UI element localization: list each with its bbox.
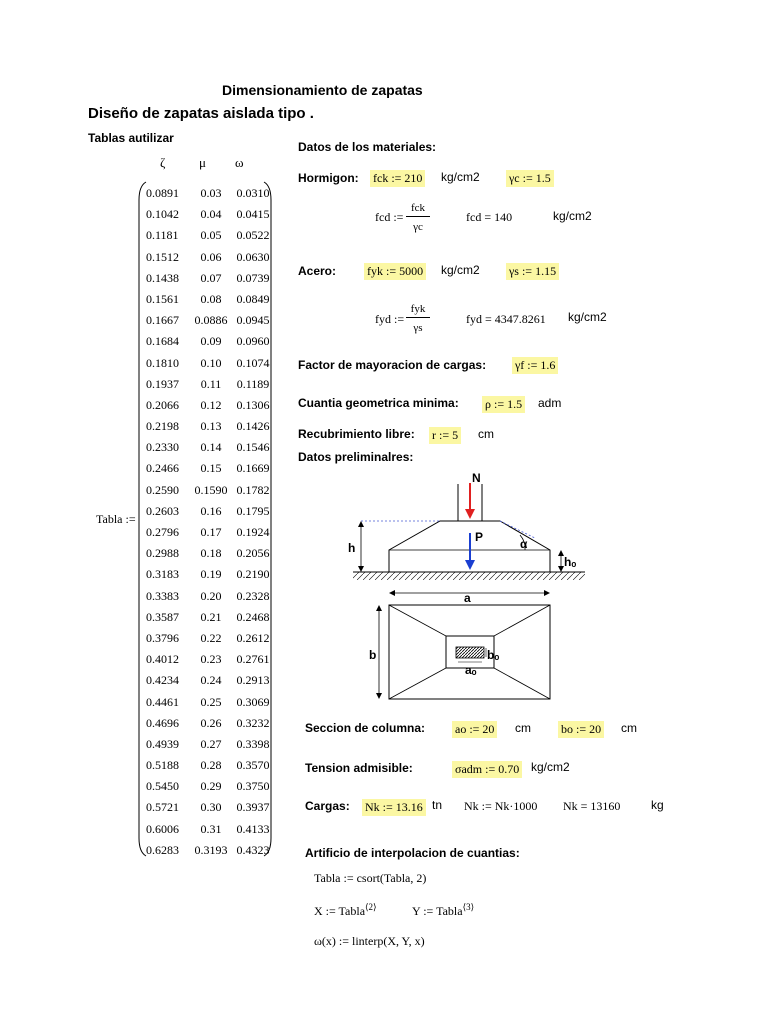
table-row — [146, 353, 274, 374]
fcd-denominator: γc — [413, 221, 423, 233]
rho-input[interactable]: ρ := 1.5 — [482, 396, 525, 413]
table-row — [146, 458, 274, 479]
r-unit: cm — [478, 427, 494, 441]
table-cell: 0.2913 — [236, 673, 270, 688]
table-cell: 0.0960 — [236, 334, 270, 349]
table-row — [146, 776, 274, 797]
table-cell: 0.14 — [200, 440, 222, 455]
header-mu: μ — [199, 155, 206, 170]
table-row — [146, 522, 274, 543]
nk-conversion: Nk := Nk·1000 — [464, 799, 538, 813]
matrix-table — [146, 183, 274, 861]
label-ho: hₒ — [564, 555, 577, 569]
gamma-f-input[interactable]: γf := 1.6 — [512, 357, 558, 374]
table-cell: 0.1426 — [236, 419, 270, 434]
table-cell: 0.2796 — [146, 525, 179, 539]
label-b: b — [369, 648, 377, 662]
table-cell: 0.10 — [200, 355, 222, 370]
table-row — [146, 416, 274, 437]
ground-hatch — [353, 572, 585, 580]
table-assign-label: Tabla := — [96, 512, 136, 526]
table-row — [146, 501, 274, 522]
table-cell: 0.3232 — [236, 715, 270, 730]
preliminares-label: Datos preliminalres: — [298, 450, 414, 464]
sigma-adm-unit: kg/cm2 — [531, 760, 570, 774]
table-row — [146, 586, 274, 607]
table-cell: 0.1795 — [236, 503, 270, 518]
table-cell: 0.3750 — [236, 779, 270, 794]
table-cell: 0.3796 — [146, 630, 179, 645]
table-row — [146, 840, 274, 861]
table-cell: 0.06 — [200, 249, 222, 264]
table-row — [146, 331, 274, 352]
fyd-unit: kg/cm2 — [568, 310, 607, 324]
nk-result-unit: kg — [651, 798, 664, 812]
table-cell: 0.1189 — [236, 376, 270, 391]
bo-unit: cm — [621, 721, 637, 735]
fyk-input[interactable]: fyk := 5000 — [364, 263, 426, 280]
table-cell: 0.08 — [200, 291, 222, 306]
table-cell: 0.1546 — [236, 440, 270, 455]
table-cell: 0.3183 — [146, 567, 179, 582]
table-row — [146, 564, 274, 585]
fyk-unit: kg/cm2 — [441, 263, 480, 277]
label-bo: bₒ — [487, 648, 500, 662]
table-cell: 0.2328 — [236, 588, 270, 603]
table-row — [146, 734, 274, 755]
table-cell: 0.20 — [200, 588, 222, 603]
table-cell: 0.1561 — [146, 291, 179, 306]
table-cell: 0.1810 — [146, 355, 179, 370]
label-a: a — [464, 591, 471, 605]
table-cell: 0.1306 — [236, 397, 270, 412]
table-cell: 0.0739 — [236, 270, 270, 285]
fcd-unit: kg/cm2 — [553, 209, 592, 223]
table-cell: 0.24 — [200, 673, 222, 688]
y-assign-sup: ⟨3⟩ — [462, 902, 475, 912]
table-cell: 0.6006 — [146, 821, 179, 836]
table-cell: 0.4939 — [146, 736, 179, 751]
nk-unit: tn — [432, 798, 443, 812]
table-row — [146, 310, 274, 331]
table-row — [146, 670, 274, 691]
table-cell: 0.2198 — [146, 419, 179, 434]
label-h: h — [348, 541, 356, 555]
table-cell: 0.1669 — [236, 461, 270, 476]
y-assign-text: Y := Tabla — [412, 904, 463, 918]
r-input[interactable]: r := 5 — [429, 427, 461, 444]
table-cell: 0.31 — [200, 821, 222, 836]
gamma-s-input[interactable]: γs := 1.15 — [506, 263, 559, 280]
table-row — [146, 437, 274, 458]
table-cell: 0.4323 — [236, 842, 270, 857]
table-cell: 0.19 — [200, 567, 222, 582]
fcd-lhs: fcd := — [375, 210, 404, 224]
table-cell: 0.4133 — [236, 821, 270, 836]
table-cell: 0.3398 — [236, 736, 270, 751]
table-row — [146, 692, 274, 713]
table-row — [146, 713, 274, 734]
acero-label: Acero: — [298, 264, 337, 278]
fcd-numerator: fck — [406, 202, 430, 217]
table-row — [146, 225, 274, 246]
table-row — [146, 755, 274, 776]
cargas-label: Cargas: — [305, 799, 350, 813]
table-row — [146, 289, 274, 310]
materials-heading: Datos de los materiales: — [298, 140, 437, 154]
header-zeta: ζ — [160, 155, 166, 170]
table-row — [146, 628, 274, 649]
table-cell: 0.1590 — [194, 482, 228, 497]
table-cell: 0.0886 — [194, 313, 228, 328]
table-cell: 0.1074 — [236, 355, 270, 370]
table-cell: 0.25 — [200, 694, 222, 709]
table-cell: 0.0630 — [236, 249, 270, 264]
table-cell: 0.27 — [200, 736, 222, 751]
table-cell: 0.0849 — [236, 291, 270, 306]
table-row — [146, 204, 274, 225]
sigma-adm-input[interactable]: σadm := 0.70 — [452, 761, 522, 778]
rho-unit: adm — [538, 396, 562, 410]
table-cell: 0.11 — [200, 376, 222, 391]
table-cell: 0.1937 — [146, 376, 179, 391]
table-row — [146, 607, 274, 628]
table-cell: 0.09 — [200, 334, 222, 349]
table-row — [146, 543, 274, 564]
table-cell: 0.2066 — [146, 397, 179, 412]
table-cell: 0.12 — [200, 397, 222, 412]
table-cell: 0.23 — [200, 652, 222, 667]
table-cell: 0.1438 — [146, 270, 179, 285]
ao-input[interactable]: ao := 20 — [452, 721, 497, 738]
table-cell: 0.0945 — [236, 313, 270, 328]
table-row — [146, 395, 274, 416]
table-cell: 0.4696 — [146, 715, 179, 730]
table-cell: 0.2466 — [146, 461, 179, 476]
tables-label: Tablas autilizar — [88, 131, 174, 145]
table-cell: 0.13 — [200, 419, 222, 434]
nk-input[interactable]: Nk := 13.16 — [362, 799, 426, 816]
table-cell: 0.1924 — [236, 525, 270, 539]
table-cell: 0.07 — [200, 270, 222, 285]
fyd-lhs: fyd := — [375, 312, 405, 326]
table-cell: 0.3383 — [146, 588, 179, 603]
table-row — [146, 649, 274, 670]
table-cell: 0.2988 — [146, 546, 179, 561]
table-cell: 0.30 — [200, 800, 222, 815]
table-cell: 0.4012 — [146, 652, 179, 667]
table-cell: 0.3069 — [236, 694, 270, 709]
table-cell: 0.3587 — [146, 609, 179, 624]
table-cell: 0.0310 — [236, 186, 270, 200]
label-n: N — [472, 471, 481, 485]
table-cell: 0.1782 — [236, 482, 270, 497]
table-cell: 0.2468 — [236, 609, 270, 624]
table-cell: 0.3193 — [194, 842, 228, 857]
cuantia-label: Cuantia geometrica minima: — [298, 396, 459, 410]
columna-label: Seccion de columna: — [305, 721, 426, 735]
nk-result: Nk = 13160 — [563, 799, 621, 813]
table-row — [146, 183, 274, 204]
table-cell: 0.28 — [200, 758, 222, 773]
table-cell: 0.4461 — [146, 694, 179, 709]
table-cell: 0.16 — [200, 503, 222, 518]
label-alpha: α — [520, 537, 528, 551]
x-assign-sup: ⟨2⟩ — [365, 902, 377, 912]
table-row — [146, 797, 274, 818]
table-cell: 0.1667 — [146, 313, 179, 328]
table-cell: 0.2330 — [146, 440, 179, 455]
table-cell: 0.29 — [200, 779, 222, 794]
table-cell: 0.05 — [200, 228, 222, 243]
fcd-fraction — [406, 202, 430, 233]
table-row — [146, 374, 274, 395]
fyd-fraction — [406, 303, 430, 334]
bo-input[interactable]: bo := 20 — [558, 721, 604, 738]
label-ao: aₒ — [465, 663, 477, 677]
table-row — [146, 480, 274, 501]
table-cell: 0.0891 — [146, 186, 179, 200]
linterp-line: ω(x) := linterp(X, Y, x) — [314, 934, 425, 948]
table-cell: 0.21 — [200, 609, 222, 624]
x-assign — [314, 902, 377, 919]
y-assign — [412, 902, 474, 919]
table-cell: 0.0415 — [236, 207, 270, 222]
table-cell: 0.17 — [200, 525, 222, 539]
table-cell: 0.1181 — [146, 228, 179, 243]
csort-line: Tabla := csort(Tabla, 2) — [314, 871, 427, 885]
page-title: Dimensionamiento de zapatas — [222, 82, 423, 98]
table-cell: 0.0522 — [236, 228, 270, 243]
tension-label: Tension admisible: — [305, 761, 413, 775]
fyd-result: fyd = 4347.8261 — [466, 312, 546, 326]
fcd-result: fcd = 140 — [466, 210, 513, 224]
table-cell: 0.15 — [200, 461, 222, 476]
recubrimiento-label: Recubrimiento libre: — [298, 427, 415, 441]
table-cell: 0.5450 — [146, 779, 179, 794]
artificio-label: Artificio de interpolacion de cuantias: — [305, 846, 520, 860]
table-cell: 0.2590 — [146, 482, 179, 497]
table-cell: 0.2761 — [236, 652, 270, 667]
table-row — [146, 247, 274, 268]
hormigon-label: Hormigon: — [298, 171, 359, 185]
fck-unit: kg/cm2 — [441, 170, 480, 184]
table-cell: 0.3570 — [236, 758, 270, 773]
fyd-numerator: fyk — [406, 303, 430, 318]
table-cell: 0.6283 — [146, 842, 179, 857]
label-p: P — [475, 530, 484, 544]
table-cell: 0.1042 — [146, 207, 179, 222]
table-cell: 0.26 — [200, 715, 222, 730]
table-row — [146, 268, 274, 289]
table-cell: 0.1684 — [146, 334, 179, 349]
table-cell: 0.1512 — [146, 249, 179, 264]
table-cell: 0.2056 — [236, 546, 270, 561]
gamma-c-input[interactable]: γc := 1.5 — [506, 170, 554, 187]
table-cell: 0.04 — [200, 207, 222, 222]
table-cell: 0.2603 — [146, 503, 179, 518]
table-cell: 0.18 — [200, 546, 222, 561]
table-cell: 0.2190 — [236, 567, 270, 582]
table-cell: 0.3937 — [236, 800, 270, 815]
fyd-denominator: γs — [413, 322, 423, 334]
header-omega: ω — [235, 155, 244, 170]
table-cell: 0.5721 — [146, 800, 179, 815]
table-cell: 0.03 — [200, 186, 222, 200]
fck-input[interactable]: fck := 210 — [370, 170, 425, 187]
column-plan — [456, 647, 484, 658]
table-cell: 0.5188 — [146, 758, 179, 773]
table-cell: 0.2612 — [236, 630, 270, 645]
ao-unit: cm — [515, 721, 531, 735]
page-subtitle: Diseño de zapatas aislada tipo . — [88, 105, 314, 122]
table-cell: 0.4234 — [146, 673, 179, 688]
factor-label: Factor de mayoracion de cargas: — [298, 358, 487, 372]
table-row — [146, 819, 274, 840]
table-cell: 0.22 — [200, 630, 222, 645]
x-assign-text: X := Tabla — [314, 904, 366, 918]
